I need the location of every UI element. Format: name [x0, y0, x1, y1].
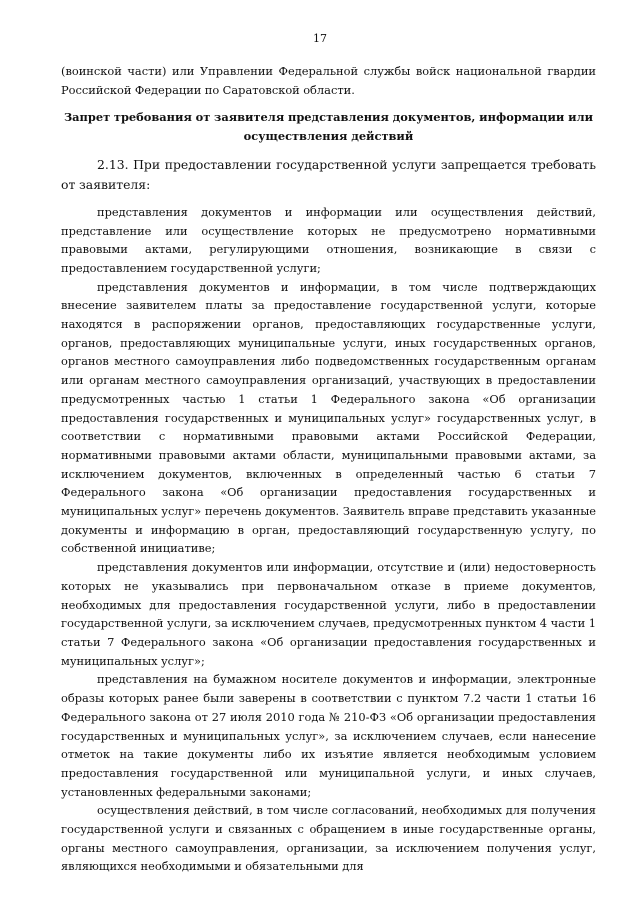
paragraph-item-3: представления документов или информации, отсутствие и (или) недостоверность которых не указывались при первоначальном отказе в приеме документов, необходимых для предоставления государственной услуги, либо в предоставлении государственной услуги, за исключением случаев, предусмотренных пунктом 4 части 1 статьи 7 Федерального закона «Об организации предоставления государственных и муниципальных услуг»; — [61, 560, 596, 668]
paragraph-item-1: представления документов и информации или осуществления действий, представление или осуществление которых не предусмотрено нормативными правовыми актами, регулирующими отношения, возникающие в связи с предоставлением государственной услуги; — [61, 204, 596, 275]
paragraph-item-2: представления документов и информации, в том числе подтверждающих внесение заявителем платы за предоставление государственной услуги, которые находятся в распоряжении органов, предоставляющих государственные услуги, органов, предоставляющих муниципальные услуги, иных государственных органов, органов местного самоуправления либо подведомственных государственным органам или органам местного самоуправления организаций, участвующих в предоставлении предусмотренных частью 1 статьи 1 Федерального закона «Об организации предоставления государственных и муниципальных услуг» государственных услуг, в соответствии с нормативными правовыми актами Российской Федерации, нормативными правовыми актами области, муниципальными правовыми актами, за исключением документов, включенных в определенный частью 6 статьи 7 Федерального закона «Об организации предоставления государственных и муниципальных услуг» перечень документов. Заявитель вправе представить указанные документы и информацию в орган, предоставляющий государственную услугу, по собственной инициативе; — [61, 279, 596, 556]
page-number: 17 — [313, 32, 327, 45]
page-content — [61, 62, 596, 876]
paragraph-item-4: представления на бумажном носителе документов и информации, электронные образы которых ранее были заверены в соответствии с пунктом 7.2 части 1 статьи 16 Федерального закона от 27 июля 2010 года № 210-ФЗ «Об организации предоставления государственных и муниципальных услуг», за исключением случаев, если нанесение отметок на такие документы либо их изъятие является необходимым условием предоставления государственной или муниципальной услуги, и иных случаев, установленных федеральными законами; — [61, 672, 596, 799]
section-heading: Запрет требования от заявителя представления документов, информации или осуществления действий — [63, 110, 594, 144]
paragraph-item-5: осуществления действий, в том числе согласований, необходимых для получения государственной услуги и связанных с обращением в иные государственные органы, органы местного самоуправления, организации, за исключением получения услуг, являющихся необходимыми и обязательными для — [61, 803, 596, 874]
paragraph-2-13: 2.13. При предоставлении государственной услуги запрещается требовать от заявителя: — [61, 156, 596, 192]
paragraph-continuation: (воинской части) или Управлении Федеральной службы войск национальной гвардии Российской Федерации по Саратовской области. — [61, 64, 596, 97]
